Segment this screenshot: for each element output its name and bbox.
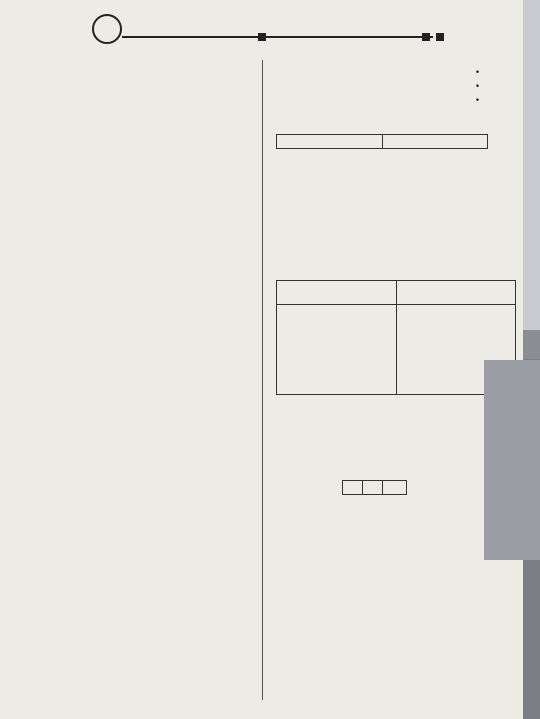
yes-no-table	[342, 480, 407, 495]
q3-table	[276, 280, 516, 395]
table-header	[382, 135, 488, 149]
list-item	[340, 436, 490, 450]
column-divider	[262, 60, 263, 700]
page-shadow	[484, 360, 540, 560]
table-header	[383, 481, 407, 495]
list-item	[380, 66, 480, 80]
section1-list	[380, 66, 480, 108]
table-header	[277, 281, 397, 305]
list-item	[340, 422, 490, 436]
header-square-decoration	[258, 33, 266, 41]
table-header	[396, 281, 516, 305]
table-cell	[277, 305, 397, 395]
header-rule	[122, 36, 433, 38]
q2-table	[276, 134, 488, 149]
page-number	[92, 14, 122, 44]
table-header	[363, 481, 383, 495]
header-square-decoration	[436, 33, 444, 41]
list-item	[340, 408, 490, 422]
table-header	[277, 135, 383, 149]
table-header	[343, 481, 363, 495]
list-item	[380, 80, 480, 94]
q4-list	[340, 408, 490, 450]
list-item	[380, 94, 480, 108]
header-square-decoration	[422, 33, 430, 41]
